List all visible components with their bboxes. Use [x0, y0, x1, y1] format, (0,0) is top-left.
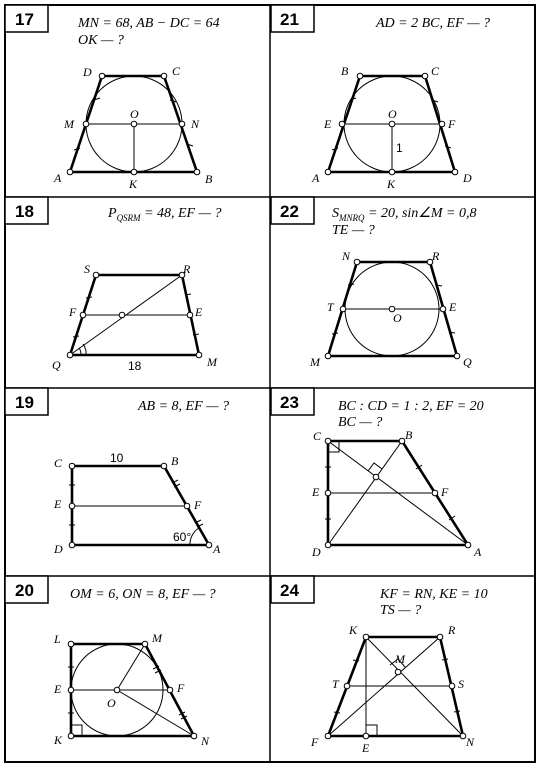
- problem-number: 23: [280, 393, 299, 412]
- tick-mark: [442, 659, 448, 660]
- point-N: [354, 259, 360, 265]
- point-O: [131, 121, 137, 127]
- label-N: N: [466, 735, 475, 749]
- label-F: F: [194, 498, 202, 512]
- label-M: M: [310, 355, 320, 369]
- problem-20: [5, 576, 216, 748]
- point-A: [325, 169, 331, 175]
- label-B: B: [205, 172, 213, 186]
- problem-19: [5, 388, 229, 556]
- point-A: [206, 542, 212, 548]
- label-M: M: [395, 652, 405, 666]
- problem-condition: [107, 206, 222, 223]
- label-R: R: [432, 249, 440, 263]
- point-E: [69, 503, 75, 509]
- point-D: [325, 542, 331, 548]
- point-O: [114, 687, 120, 693]
- condition-rest: = 48, EF — ?: [140, 206, 222, 221]
- point-M: [196, 352, 202, 358]
- label-M: M: [64, 117, 74, 131]
- tick-mark: [454, 711, 460, 712]
- label-M: M: [207, 355, 217, 369]
- label-F: F: [69, 305, 77, 319]
- point-M: [83, 121, 89, 127]
- label-B: B: [405, 428, 413, 442]
- point-B: [194, 169, 200, 175]
- label-D: D: [83, 65, 92, 79]
- point-M: [142, 641, 148, 647]
- label-N: N: [191, 117, 200, 131]
- problem-17: [5, 5, 220, 191]
- label-F: F: [448, 117, 456, 131]
- point-M: [395, 669, 401, 675]
- point-D: [452, 169, 458, 175]
- label-E: E: [54, 497, 62, 511]
- point-A: [465, 542, 471, 548]
- label-E: E: [312, 485, 320, 499]
- label-D: D: [54, 542, 63, 556]
- point-D: [99, 73, 105, 79]
- condition-subscript: QSRM: [116, 213, 141, 223]
- condition-subscript: MNRQ: [339, 213, 365, 223]
- point-F: [439, 121, 445, 127]
- problem-number: 18: [15, 202, 34, 221]
- point-F: [184, 503, 190, 509]
- point-F: [432, 490, 438, 496]
- point-T: [344, 683, 350, 689]
- label-C: C: [431, 64, 440, 78]
- label-Q: Q: [52, 358, 61, 372]
- point-B: [399, 438, 405, 444]
- point-F: [80, 312, 86, 318]
- segment-value: 1: [396, 141, 403, 155]
- point-O: [389, 121, 395, 127]
- angle-value: 60°: [173, 530, 192, 544]
- problem-condition: KF = RN, KE = 10: [380, 587, 488, 602]
- problem-condition: [332, 206, 476, 223]
- problem-condition: MN = 68, AB − DC = 64: [78, 16, 220, 31]
- point-F: [325, 733, 331, 739]
- point-S: [93, 272, 99, 278]
- label-E: E: [324, 117, 332, 131]
- point-A: [67, 169, 73, 175]
- condition-prefix: S: [332, 206, 339, 221]
- point-R: [437, 634, 443, 640]
- problem-question: TE — ?: [332, 223, 375, 238]
- problem-number: 19: [15, 393, 34, 412]
- problem-question: OK — ?: [78, 33, 124, 48]
- label-E: E: [195, 305, 203, 319]
- label-S: S: [458, 677, 464, 691]
- label-A: A: [54, 171, 62, 185]
- label-M: M: [152, 631, 162, 645]
- label-F: F: [311, 735, 319, 749]
- label-O: O: [107, 696, 116, 710]
- point-K: [131, 169, 137, 175]
- label-B: B: [171, 454, 179, 468]
- point-K: [68, 733, 74, 739]
- angle-arc-A: [190, 528, 199, 545]
- point-K: [389, 169, 395, 175]
- point-T: [340, 306, 346, 312]
- label-R: R: [448, 623, 456, 637]
- label-A: A: [213, 542, 221, 556]
- problem-condition: AD = 2 BC, EF — ?: [376, 16, 491, 31]
- tick-mark: [73, 336, 79, 337]
- point-E: [339, 121, 345, 127]
- condition-prefix: P: [108, 206, 117, 221]
- segment-value: 18: [128, 359, 142, 373]
- point-N: [460, 733, 466, 739]
- tick-mark: [334, 712, 340, 713]
- problem-number: 22: [280, 202, 299, 221]
- point-C: [422, 73, 428, 79]
- point-intersection: [119, 312, 125, 318]
- label-N: N: [342, 249, 351, 263]
- label-O: O: [130, 107, 139, 121]
- point-C: [69, 463, 75, 469]
- label-N: N: [201, 734, 210, 748]
- problem-number: 24: [280, 581, 299, 600]
- point-B: [357, 73, 363, 79]
- label-Q: Q: [463, 355, 472, 369]
- problem-number: 17: [15, 10, 34, 29]
- point-M: [325, 353, 331, 359]
- label-K: K: [54, 733, 63, 747]
- point-K: [363, 634, 369, 640]
- label-E: E: [449, 300, 457, 314]
- point-C: [325, 438, 331, 444]
- condition-rest: = 20, sin∠M = 0,8: [364, 206, 477, 221]
- point-Q: [454, 353, 460, 359]
- point-E: [325, 490, 331, 496]
- problem-23: [271, 388, 484, 559]
- tick-mark: [332, 333, 338, 334]
- label-R: R: [183, 262, 191, 276]
- label-K: K: [129, 177, 138, 191]
- problem-condition: OM = 6, ON = 8, EF — ?: [70, 587, 216, 602]
- point-intersection: [373, 474, 379, 480]
- point-D: [69, 542, 75, 548]
- right-angle-diagonals: [368, 463, 382, 471]
- problem-condition: AB = 8, EF — ?: [138, 399, 230, 414]
- point-B: [161, 463, 167, 469]
- label-T: T: [327, 300, 334, 314]
- point-N: [179, 121, 185, 127]
- label-D: D: [463, 171, 472, 185]
- segment-OM: [117, 644, 145, 690]
- problem-21: [271, 5, 490, 191]
- label-K: K: [387, 177, 396, 191]
- segment-value: 10: [110, 451, 124, 465]
- point-L: [68, 641, 74, 647]
- point-E: [363, 733, 369, 739]
- label-F: F: [441, 485, 449, 499]
- label-A: A: [474, 545, 482, 559]
- label-A: A: [312, 171, 320, 185]
- point-S: [449, 683, 455, 689]
- label-K: K: [349, 623, 358, 637]
- point-E: [440, 306, 446, 312]
- problem-18: [5, 197, 222, 373]
- problem-question: TS — ?: [380, 603, 422, 618]
- point-Q: [67, 352, 73, 358]
- label-F: F: [177, 681, 185, 695]
- label-E: E: [54, 682, 62, 696]
- tick-mark: [86, 297, 92, 298]
- label-O: O: [388, 107, 397, 121]
- label-C: C: [54, 456, 63, 470]
- point-E: [68, 687, 74, 693]
- label-O: O: [393, 311, 402, 325]
- label-B: B: [341, 64, 349, 78]
- point-E: [187, 312, 193, 318]
- problem-condition: BC : CD = 1 : 2, EF = 20: [338, 399, 484, 414]
- problem-24: [271, 576, 488, 755]
- label-E: E: [362, 741, 370, 755]
- point-F: [167, 687, 173, 693]
- label-D: D: [312, 545, 321, 559]
- label-C: C: [172, 64, 181, 78]
- problem-number: 20: [15, 581, 34, 600]
- label-L: L: [54, 632, 61, 646]
- problem-question: BC — ?: [338, 415, 383, 430]
- point-C: [161, 73, 167, 79]
- point-N: [191, 733, 197, 739]
- label-T: T: [332, 677, 339, 691]
- label-S: S: [84, 262, 90, 276]
- label-C: C: [313, 429, 322, 443]
- problem-22: [271, 197, 476, 369]
- problem-number: 21: [280, 10, 299, 29]
